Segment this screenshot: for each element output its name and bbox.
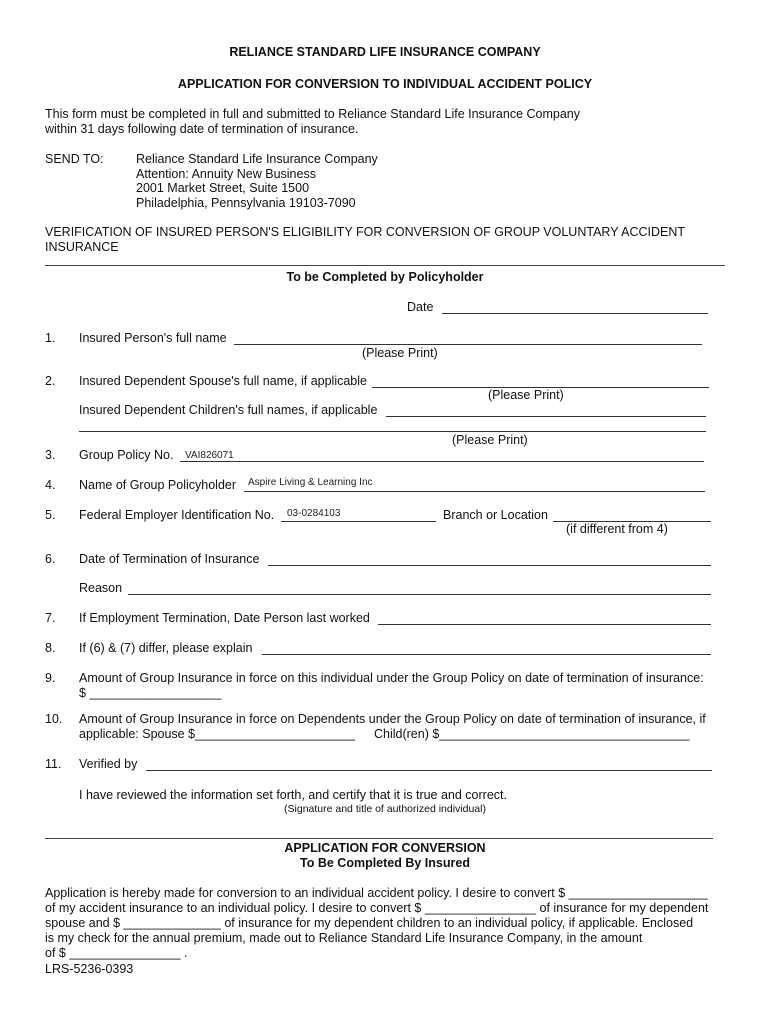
individual-amount-label: Amount of Group Insurance in force on this individual under the Group Policy on date of termination of insurance:: [79, 671, 704, 685]
conversion-text-line-1: Application is hereby made for conversion to an individual accident policy. I desire to convert $ ____________________: [45, 886, 708, 900]
fein-field[interactable]: [281, 521, 436, 522]
policyholder-subheading: To be Completed by Policyholder: [286, 270, 484, 284]
spouse-amount-field[interactable]: applicable: Spouse $_______________________: [79, 727, 355, 741]
date-field[interactable]: [442, 313, 708, 314]
conversion-heading: APPLICATION FOR CONVERSION: [284, 841, 486, 855]
item-number: 10.: [45, 712, 63, 726]
certification-text: I have reviewed the information set forth, and certify that it is true and correct.: [79, 788, 507, 802]
fein-label: Federal Employer Identification No.: [79, 508, 275, 522]
policyholder-name-value[interactable]: Aspire Living & Learning Inc: [248, 477, 373, 488]
intro-line-2: within 31 days following date of termination of insurance.: [45, 122, 359, 136]
policyholder-name-label: Name of Group Policyholder: [79, 478, 237, 492]
children-names-field[interactable]: [386, 416, 706, 417]
verified-by-label: Verified by: [79, 757, 138, 771]
children-names-field-2[interactable]: [79, 431, 706, 432]
insured-name-label: Insured Person's full name: [79, 331, 227, 345]
group-policy-value[interactable]: VAI826071: [185, 450, 234, 461]
explain-label: If (6) & (7) differ, please explain: [79, 641, 253, 655]
verification-heading-line-1: VERIFICATION OF INSURED PERSON'S ELIGIBILITY FOR CONVERSION OF GROUP VOLUNTARY ACCIDENT: [45, 225, 685, 239]
group-policy-label: Group Policy No.: [79, 448, 174, 462]
item-number: 5.: [45, 508, 56, 522]
please-print-note: (Please Print): [452, 433, 528, 447]
termination-date-field[interactable]: [268, 565, 711, 566]
please-print-note: (Please Print): [362, 346, 438, 360]
form-number: LRS-5236-0393: [45, 962, 134, 976]
verification-heading-line-2: INSURANCE: [45, 240, 119, 254]
explain-field[interactable]: [262, 654, 711, 655]
please-print-note: (Please Print): [488, 388, 564, 402]
item-number: 9.: [45, 671, 56, 685]
conversion-text-line-5: of $ ________________ .: [45, 946, 188, 960]
group-policy-field[interactable]: [180, 461, 704, 462]
address-line-1: Reliance Standard Life Insurance Company: [136, 152, 378, 166]
conversion-text-line-4: is my check for the annual premium, made out to Reliance Standard Life Insurance Company, in the amount: [45, 931, 643, 945]
conversion-subheading: To Be Completed By Insured: [300, 856, 470, 870]
send-to-label: SEND TO:: [45, 152, 104, 166]
individual-amount-field[interactable]: $ ___________________: [79, 686, 222, 700]
policyholder-name-field[interactable]: [244, 491, 705, 492]
intro-line-1: This form must be completed in full and submitted to Reliance Standard Life Insurance Company: [45, 107, 580, 121]
item-number: 6.: [45, 552, 56, 566]
branch-label: Branch or Location: [443, 508, 548, 522]
termination-date-label: Date of Termination of Insurance: [79, 552, 260, 566]
item-number: 2.: [45, 374, 56, 388]
branch-note: (if different from 4): [566, 522, 668, 536]
item-number: 1.: [45, 331, 56, 345]
company-name: RELIANCE STANDARD LIFE INSURANCE COMPANY: [229, 45, 541, 59]
reason-label: Reason: [79, 581, 123, 595]
section-divider: [45, 838, 713, 839]
item-number: 8.: [45, 641, 56, 655]
item-number: 3.: [45, 448, 56, 462]
spouse-name-label: Insured Dependent Spouse's full name, if applicable: [79, 374, 367, 388]
item-number: 4.: [45, 478, 56, 492]
insured-name-field[interactable]: [234, 344, 702, 345]
conversion-text-line-3: spouse and $ ______________ of insurance for my dependent children to an individual policy, if applicable. Enclosed: [45, 916, 694, 930]
last-worked-field[interactable]: [378, 624, 711, 625]
signature-note: (Signature and title of authorized individual): [284, 803, 486, 815]
address-line-2: Attention: Annuity New Business: [136, 167, 316, 181]
reason-field[interactable]: [128, 594, 711, 595]
children-amount-field[interactable]: Child(ren) $____________________________________: [374, 727, 690, 741]
form-title: APPLICATION FOR CONVERSION TO INDIVIDUAL ACCIDENT POLICY: [177, 77, 593, 91]
item-number: 7.: [45, 611, 56, 625]
address-line-4: Philadelphia, Pennsylvania 19103-7090: [136, 196, 356, 210]
date-label: Date: [407, 300, 434, 314]
last-worked-label: If Employment Termination, Date Person last worked: [79, 611, 370, 625]
children-names-label: Insured Dependent Children's full names, if applicable: [79, 403, 378, 417]
address-line-3: 2001 Market Street, Suite 1500: [136, 181, 310, 195]
dependents-amount-label: Amount of Group Insurance in force on Dependents under the Group Policy on date of termination of insurance, if: [79, 712, 706, 726]
fein-value[interactable]: 03-0284103: [287, 508, 341, 519]
conversion-text-line-2: of my accident insurance to an individual policy. I desire to convert $ ________________ of insurance for my dependent: [45, 901, 709, 915]
verified-by-field[interactable]: [146, 770, 712, 771]
section-divider: [45, 265, 725, 266]
item-number: 11.: [45, 757, 62, 771]
